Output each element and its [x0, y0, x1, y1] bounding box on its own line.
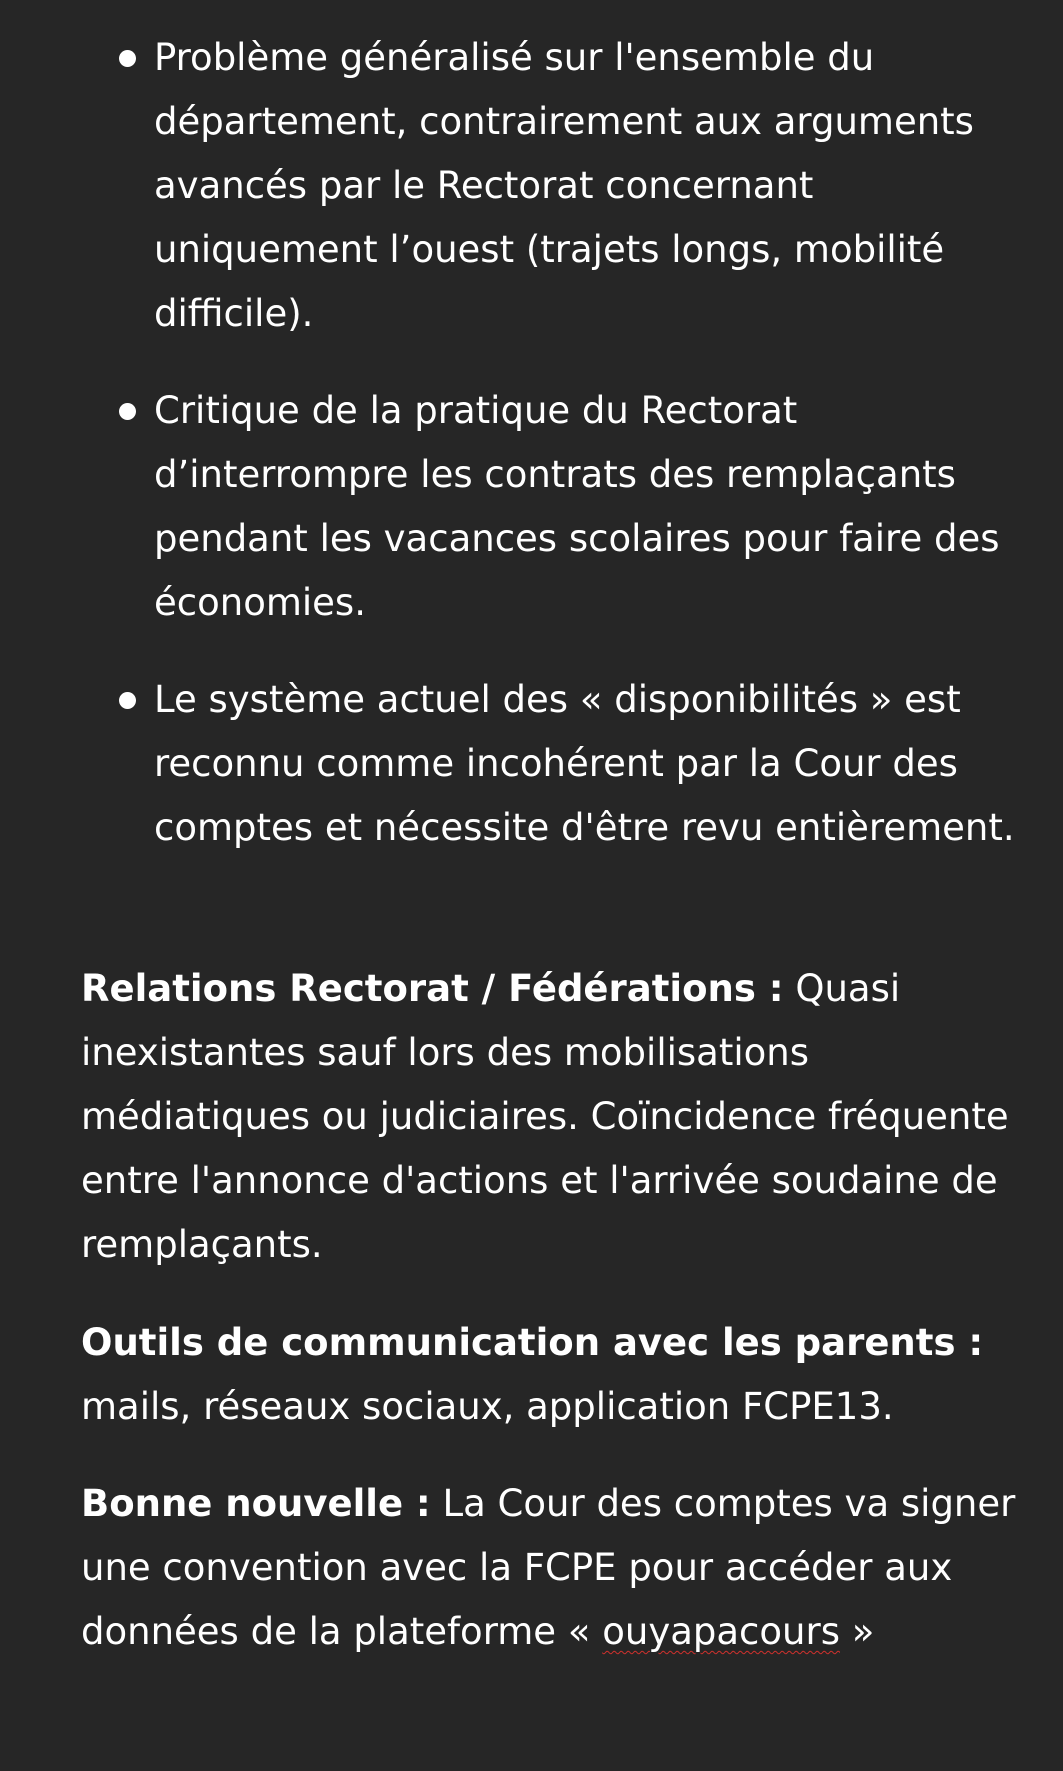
- relations-label: Relations Rectorat / Fédérations :: [81, 967, 784, 1010]
- relations-text: Quasi inexistantes sauf lors des mobilisations médiatiques ou judiciaires. Coïncidence fréquente entre l'annonce d'actions et l'arrivée soudaine de remplaçants.: [81, 967, 1009, 1266]
- bullet-icon: [119, 50, 136, 67]
- relations-paragraph: [81, 957, 1021, 1277]
- bullet-icon: [119, 692, 136, 709]
- outils-text: mails, réseaux sociaux, application FCPE13.: [81, 1385, 894, 1428]
- outils-paragraph: [81, 1311, 1021, 1439]
- bullet-icon: [119, 403, 136, 420]
- bullet-text: Problème généralisé sur l'ensemble du département, contrairement aux arguments avancés par le Rectorat concernant uniquement l’ouest (trajets longs, mobilité difficile).: [154, 36, 974, 335]
- closing-quote: »: [851, 1610, 875, 1653]
- bonne-nouvelle-paragraph: [81, 1472, 1021, 1664]
- bonne-nouvelle-text: La Cour des comptes va signer une convention avec la FCPE pour accéder aux données de la plateforme «: [81, 1482, 1016, 1653]
- bonne-nouvelle-label: Bonne nouvelle :: [81, 1482, 431, 1525]
- outils-label: Outils de communication avec les parents :: [81, 1321, 984, 1364]
- bullet-list: [0, 26, 1063, 893]
- list-item: [0, 379, 1063, 635]
- list-item: [0, 668, 1063, 860]
- list-item: [0, 26, 1063, 346]
- misspelled-word[interactable]: ouyapacours: [602, 1610, 840, 1653]
- bullet-text: Le système actuel des « disponibilités » est reconnu comme incohérent par la Cour des comptes et nécessite d'être revu entièrement.: [154, 678, 1015, 849]
- bullet-text: Critique de la pratique du Rectorat d’interrompre les contrats des remplaçants pendant les vacances scolaires pour faire des économies.: [154, 389, 1000, 624]
